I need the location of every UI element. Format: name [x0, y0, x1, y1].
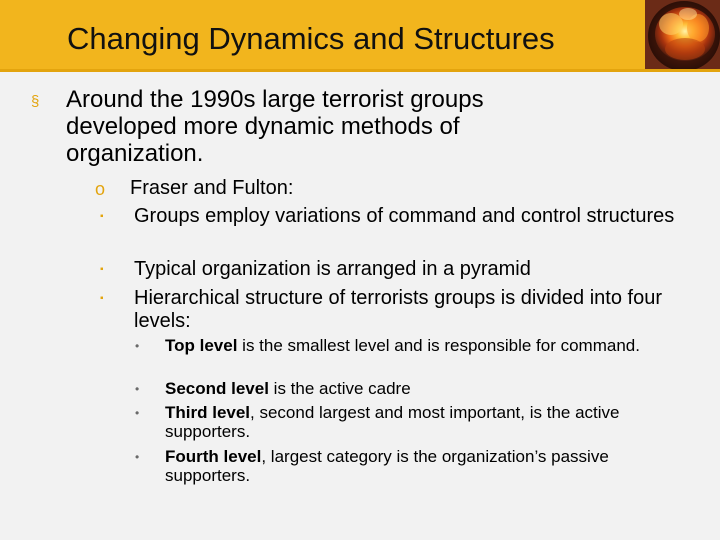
title-bar [0, 0, 720, 72]
dot-bullet-icon: • [135, 406, 140, 420]
bullet-text: Fraser and Fulton: [130, 177, 294, 199]
bullet-body: is the active cadre [268, 379, 411, 398]
small-square-bullet-icon: ▪ [100, 264, 104, 275]
bullet-emphasis: Top level [165, 336, 238, 355]
dot-bullet-icon: • [135, 339, 140, 353]
bullet-text [165, 403, 665, 441]
explosion-image [645, 0, 720, 72]
circle-bullet-icon: o [95, 179, 106, 199]
bullet-body: , largest category is the organization’s passive supporters. [165, 447, 609, 485]
bullet-text [165, 379, 665, 398]
bullet-emphasis: Third level [165, 403, 251, 422]
bullet-body: is the smallest level and is responsible for command. [237, 336, 640, 355]
bullet-text [165, 336, 665, 355]
bullet-text: Typical organization is arranged in a pyramid [134, 258, 531, 280]
dot-bullet-icon: • [135, 382, 140, 396]
small-square-bullet-icon: ▪ [100, 293, 104, 304]
bullet-text: Groups employ variations of command and control structures [134, 205, 675, 227]
bullet-text [165, 447, 665, 485]
square-bullet-icon: § [31, 93, 40, 110]
slide-title: Changing Dynamics and Structures [67, 21, 555, 56]
dot-bullet-icon: • [135, 450, 140, 464]
bullet-emphasis: Second level [165, 379, 269, 398]
bullet-emphasis: Fourth level [165, 447, 262, 466]
fireball-icon [645, 0, 720, 72]
bullet-body: , second largest and most important, is the active supporters. [165, 403, 620, 441]
small-square-bullet-icon: ▪ [100, 211, 104, 222]
bullet-text: Around the 1990s large terrorist groups developed more dynamic methods of organization. [66, 86, 484, 167]
bullet-text: Hierarchical structure of terrorists groups is divided into four levels: [134, 287, 662, 332]
